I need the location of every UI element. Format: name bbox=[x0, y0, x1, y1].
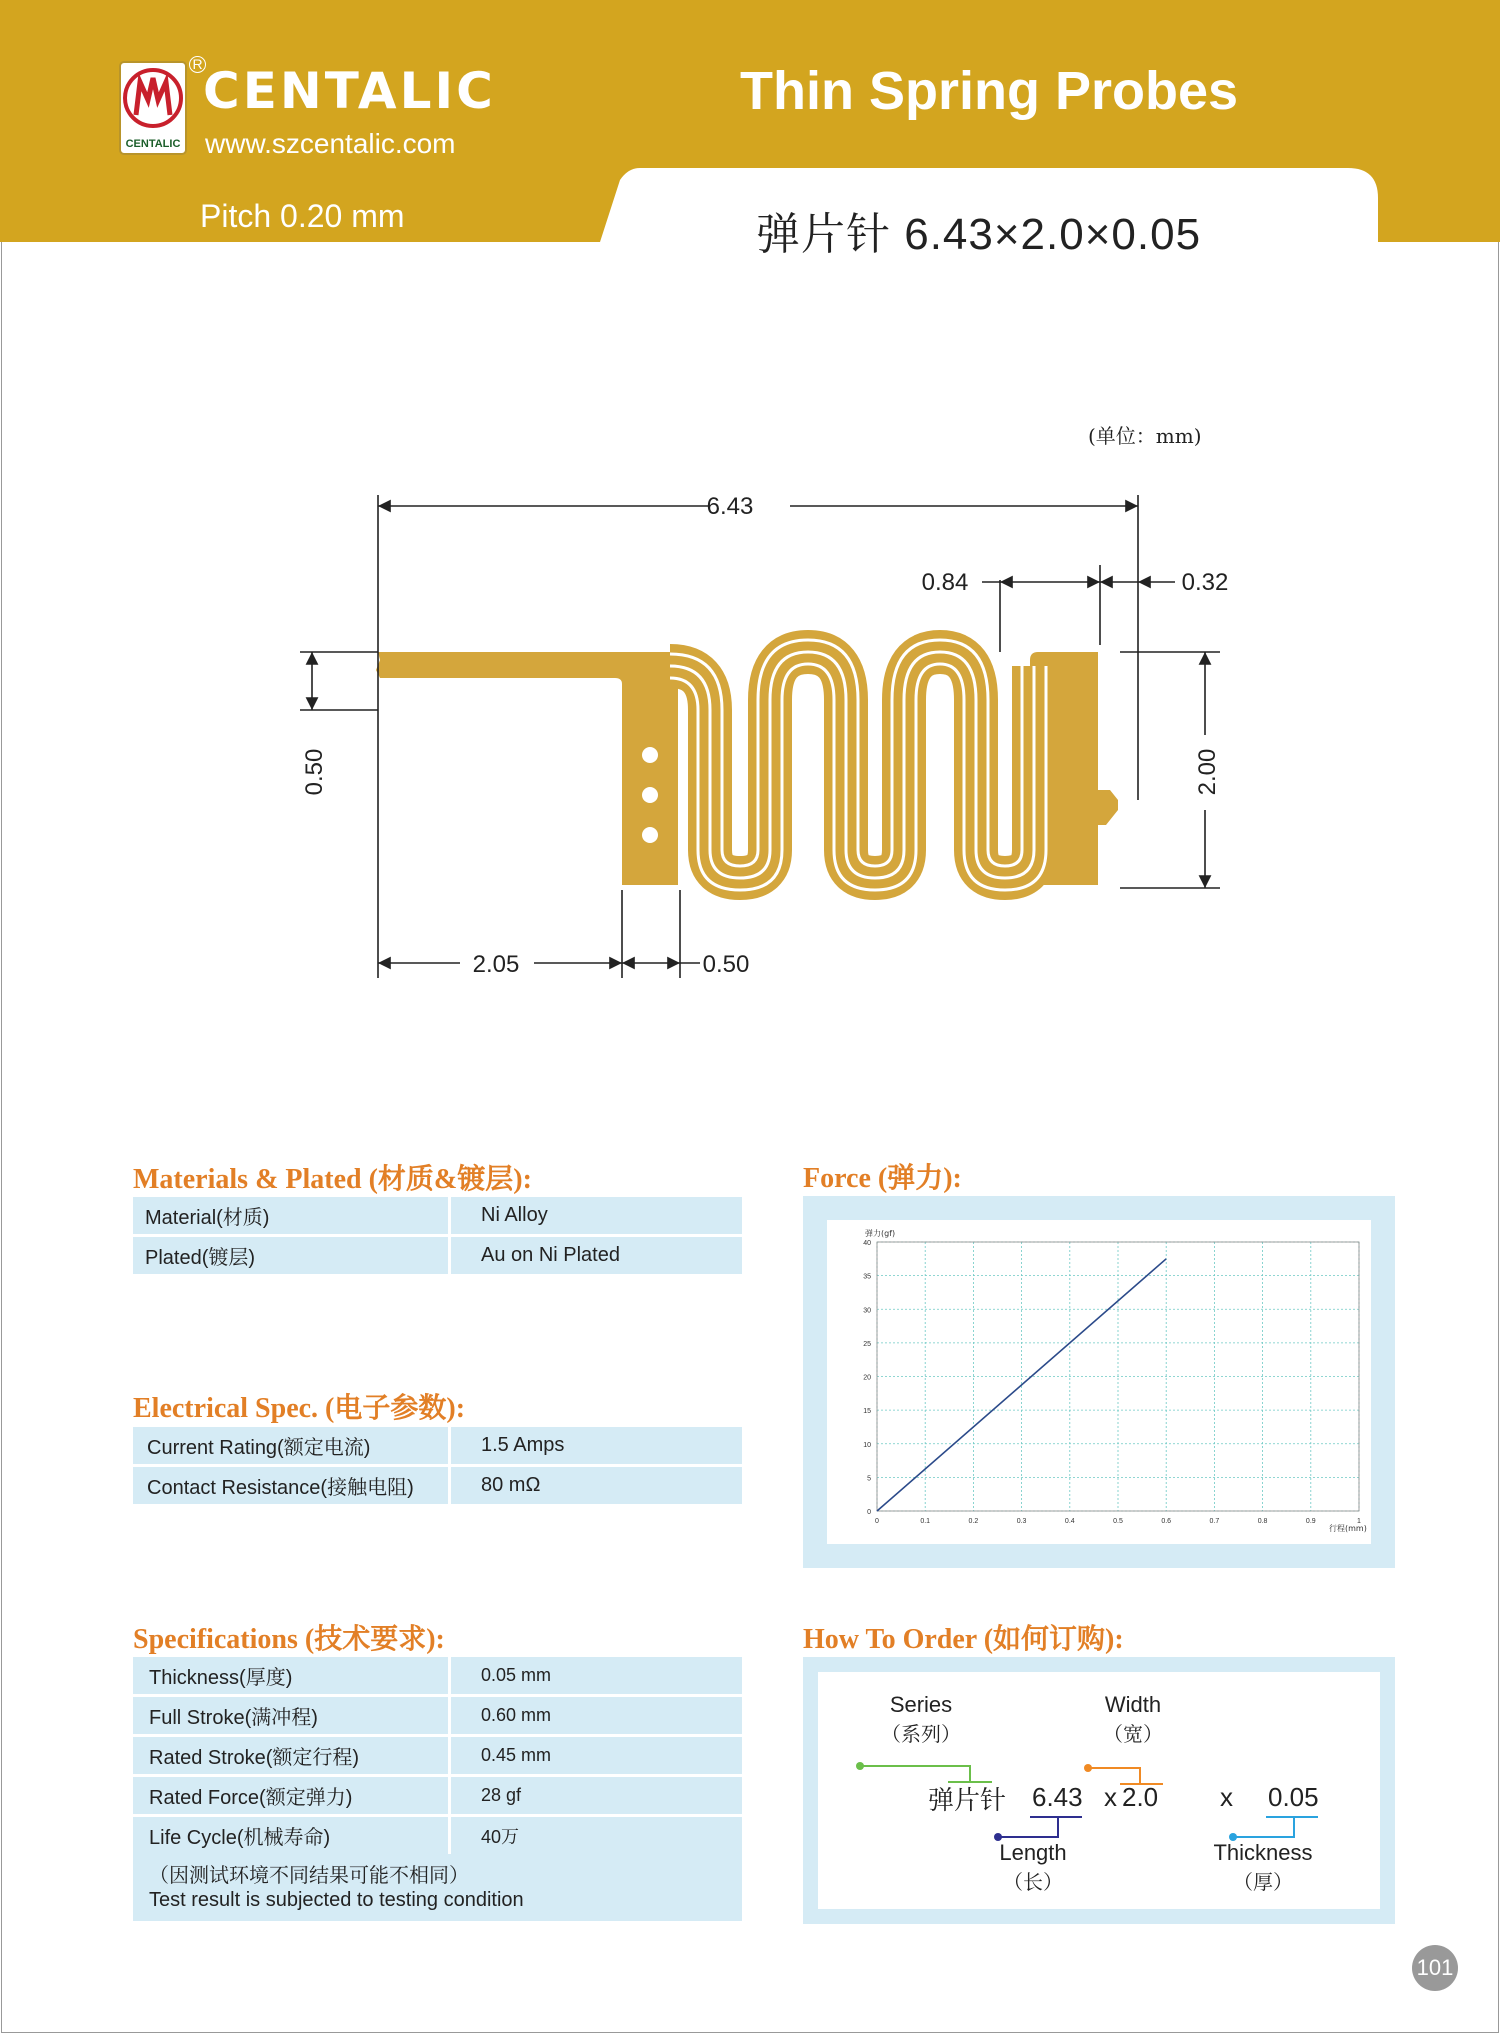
length-label-en: Length bbox=[999, 1840, 1067, 1865]
dim-050-bottom: 0.50 bbox=[702, 951, 750, 978]
width-value: 2.0 bbox=[1122, 1782, 1159, 1812]
x-tick-label: 0.6 bbox=[1161, 1518, 1172, 1525]
y-tick-label: 20 bbox=[863, 1374, 871, 1382]
y-tick-label: 10 bbox=[863, 1441, 871, 1449]
specifications-table bbox=[133, 1654, 742, 1857]
y-tick-label: 5 bbox=[867, 1475, 871, 1483]
y-tick-label: 40 bbox=[863, 1240, 871, 1247]
test-note bbox=[133, 1854, 742, 1921]
x-tick-label: 0.1 bbox=[920, 1518, 931, 1525]
materials-table bbox=[133, 1194, 742, 1277]
y-tick-label: 25 bbox=[863, 1340, 871, 1348]
table-row bbox=[133, 1657, 742, 1694]
order-panel bbox=[803, 1657, 1395, 1924]
probe-drawing bbox=[270, 470, 1250, 990]
rated-stroke-key: Rated Stroke(额定行程) bbox=[133, 1737, 451, 1774]
plated-value: Au on Ni Plated bbox=[451, 1237, 742, 1274]
dim-032: 0.32 bbox=[1181, 569, 1229, 596]
length-label-cn: （长） bbox=[1003, 1870, 1063, 1894]
page-number: 101 bbox=[1412, 1945, 1458, 1991]
table-row bbox=[133, 1197, 742, 1234]
life-cycle-key: Life Cycle(机械寿命) bbox=[133, 1817, 451, 1854]
table-row bbox=[133, 1237, 742, 1274]
plated-key: Plated(镀层) bbox=[133, 1237, 451, 1274]
brand-name: CENTALIC bbox=[203, 62, 496, 120]
x-tick-label: 0.7 bbox=[1209, 1518, 1220, 1525]
table-row bbox=[133, 1737, 742, 1774]
x-tick-label: 0.3 bbox=[1016, 1518, 1027, 1525]
x-tick-label: 0.8 bbox=[1257, 1518, 1268, 1525]
width-label-cn: （宽） bbox=[1103, 1722, 1163, 1746]
series-value: 弹片针 bbox=[928, 1786, 1007, 1816]
x-tick-label: 0 bbox=[875, 1518, 879, 1525]
length-value: 6.43 bbox=[1032, 1782, 1083, 1812]
thickness-label-en: Thickness bbox=[1213, 1840, 1313, 1865]
test-note-cn: （因测试环境不同结果可能不相同） bbox=[149, 1865, 469, 1887]
materials-title: Materials & Plated (材质&镀层): bbox=[133, 1164, 532, 1195]
header bbox=[0, 0, 1500, 259]
table-row bbox=[133, 1777, 742, 1814]
force-title: Force (弹力): bbox=[803, 1163, 962, 1194]
table-row bbox=[133, 1467, 742, 1504]
dim-050-left: 0.50 bbox=[301, 748, 328, 796]
rated-stroke-value: 0.45 mm bbox=[451, 1737, 742, 1774]
y-tick-label: 35 bbox=[863, 1273, 871, 1281]
times-sign-2: x bbox=[1220, 1782, 1233, 1812]
force-chart bbox=[827, 1220, 1371, 1544]
electrical-table bbox=[133, 1424, 742, 1507]
thickness-value: 0.05 bbox=[1268, 1782, 1319, 1812]
test-note-en: Test result is subjected to testing condition bbox=[149, 1889, 524, 1911]
x-tick-label: 1 bbox=[1357, 1518, 1361, 1525]
resistance-key: Contact Resistance(接触电阻) bbox=[133, 1467, 451, 1504]
probe-shape bbox=[376, 640, 1118, 890]
dim-084: 0.84 bbox=[921, 569, 969, 596]
product-subtitle: 弹片针 6.43×2.0×0.05 bbox=[756, 210, 1202, 259]
width-label-en: Width bbox=[1104, 1692, 1162, 1717]
table-row bbox=[133, 1427, 742, 1464]
order-title: How To Order (如何订购): bbox=[803, 1624, 1124, 1655]
y-tick-label: 15 bbox=[863, 1408, 871, 1416]
resistance-value: 80 mΩ bbox=[451, 1467, 742, 1504]
x-tick-label: 0.9 bbox=[1305, 1518, 1316, 1525]
website-link[interactable]: www.szcentalic.com bbox=[205, 128, 456, 159]
thickness-key: Thickness(厚度) bbox=[133, 1657, 451, 1694]
material-value: Ni Alloy bbox=[451, 1197, 742, 1234]
life-cycle-value: 40万 bbox=[451, 1817, 742, 1854]
registered-mark: R bbox=[189, 56, 206, 73]
dim-total-length: 6.43 bbox=[706, 493, 754, 520]
rated-force-value: 28 gf bbox=[451, 1777, 742, 1814]
logo-icon bbox=[118, 60, 188, 156]
dim-200: 2.00 bbox=[1194, 748, 1221, 796]
x-tick-label: 0.5 bbox=[1113, 1518, 1123, 1525]
logo-text: CENTALIC bbox=[125, 138, 181, 150]
unit-label: (单位：mm) bbox=[1088, 424, 1202, 448]
dim-205: 2.05 bbox=[472, 951, 520, 978]
y-tick-label: 30 bbox=[863, 1307, 871, 1315]
length-label bbox=[978, 1840, 1088, 1895]
series-label-cn: （系列） bbox=[881, 1722, 961, 1746]
page-title: Thin Spring Probes bbox=[740, 61, 1239, 121]
electrical-title: Electrical Spec. (电子参数): bbox=[133, 1393, 466, 1424]
material-key: Material(材质) bbox=[133, 1197, 451, 1234]
thickness-label-cn: （厚） bbox=[1233, 1870, 1293, 1894]
force-chart-card bbox=[827, 1220, 1371, 1544]
current-key: Current Rating(额定电流) bbox=[133, 1427, 451, 1464]
y-tick-label: 0 bbox=[867, 1509, 871, 1516]
thickness-value: 0.05 mm bbox=[451, 1657, 742, 1694]
table-row bbox=[133, 1697, 742, 1734]
x-tick-label: 0.4 bbox=[1064, 1518, 1075, 1525]
specifications-title: Specifications (技术要求): bbox=[133, 1624, 445, 1655]
current-value: 1.5 Amps bbox=[451, 1427, 742, 1464]
table-row bbox=[133, 1817, 742, 1854]
series-label-en: Series bbox=[889, 1692, 953, 1717]
thickness-label bbox=[1198, 1840, 1328, 1895]
full-stroke-value: 0.60 mm bbox=[451, 1697, 742, 1734]
y-axis-label: 弹力(gf) bbox=[865, 1229, 896, 1238]
x-axis-label: 行程(mm) bbox=[1329, 1524, 1367, 1533]
x-tick-label: 0.2 bbox=[968, 1518, 979, 1525]
times-sign-1: x bbox=[1104, 1782, 1117, 1812]
pitch-label: Pitch 0.20 mm bbox=[200, 198, 405, 234]
full-stroke-key: Full Stroke(满冲程) bbox=[133, 1697, 451, 1734]
force-chart-panel bbox=[803, 1196, 1395, 1568]
order-card bbox=[818, 1672, 1380, 1909]
rated-force-key: Rated Force(额定弹力) bbox=[133, 1777, 451, 1814]
force-series-line bbox=[877, 1259, 1166, 1511]
